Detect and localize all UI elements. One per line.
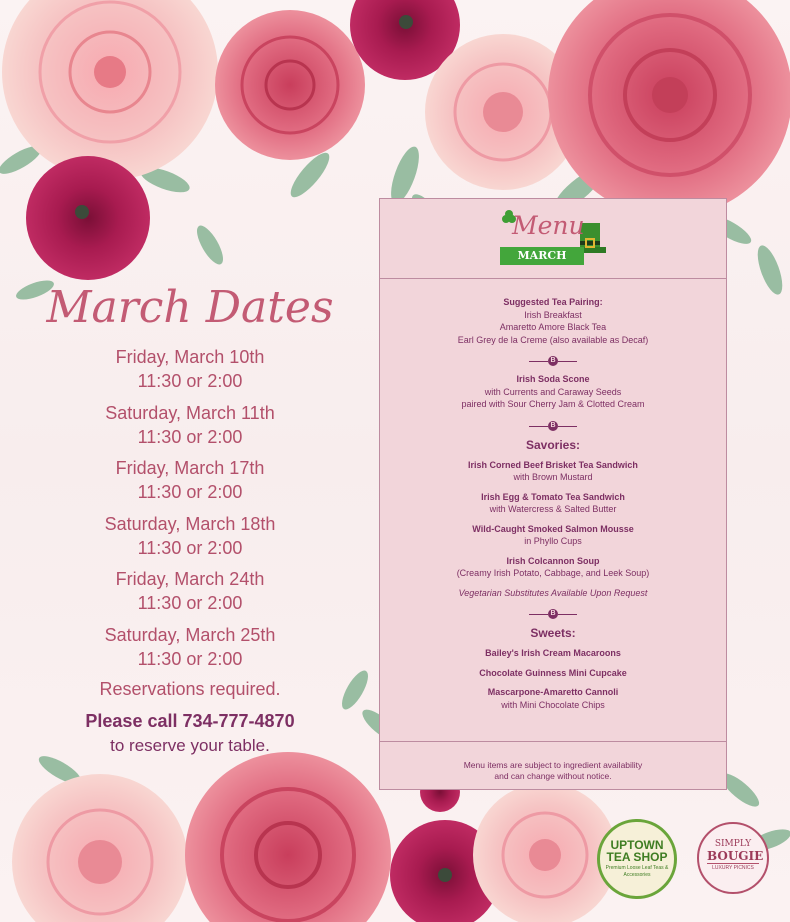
menu-divider: B xyxy=(529,356,577,366)
sweet-name: Mascarpone-Amaretto Cannoli xyxy=(487,687,619,697)
date-day: Saturday, March 18th xyxy=(104,513,276,534)
menu-divider: B xyxy=(529,421,577,431)
availability-note: Menu items are subject to ingredient availability xyxy=(463,760,643,770)
tea-item: Earl Grey de la Creme (also available as Decaf) xyxy=(457,334,649,345)
date-entry xyxy=(40,567,340,615)
date-times: 11:30 or 2:00 xyxy=(137,371,243,391)
menu-card xyxy=(379,198,727,790)
date-entry xyxy=(40,401,340,449)
menu-divider: B xyxy=(529,609,577,619)
reserve-table-line: to reserve your table. xyxy=(110,736,270,755)
date-day: Friday, March 10th xyxy=(115,347,265,367)
logo-text: SIMPLY xyxy=(714,839,752,849)
scone-desc: with Currents and Caraway Seeds xyxy=(484,386,622,397)
march-dates-title: March Dates xyxy=(46,282,334,333)
menu-footer-divider xyxy=(380,741,726,742)
menu-body xyxy=(380,296,726,711)
savory-desc: in Phyllo Cups xyxy=(524,536,582,546)
date-day: Saturday, March 11th xyxy=(105,402,275,423)
tea-item: Irish Breakfast xyxy=(524,309,582,320)
availability-note-2: and can change without notice. xyxy=(494,771,612,781)
savory-name: Irish Egg & Tomato Tea Sandwich xyxy=(481,491,625,502)
tea-pairing-heading: Suggested Tea Pairing: xyxy=(503,297,603,307)
dates-list xyxy=(40,345,340,678)
date-times: 11:30 or 2:00 xyxy=(137,482,243,502)
savory-name: Irish Corned Beef Brisket Tea Sandwich xyxy=(468,459,638,470)
logo-text: UPTOWN xyxy=(610,838,664,852)
date-entry xyxy=(40,345,340,393)
menu-footer xyxy=(380,760,726,782)
rose-bottom-left xyxy=(12,774,188,922)
rose-top-middle xyxy=(215,10,365,160)
reservations-note: Reservations required. xyxy=(99,679,281,699)
savory-name: Irish Colcannon Soup xyxy=(506,555,600,566)
menu-header-divider xyxy=(380,278,726,279)
date-entry xyxy=(40,623,340,671)
sweets-heading: Sweets: xyxy=(530,626,576,640)
scone-name: Irish Soda Scone xyxy=(516,374,590,384)
savory-desc: (Creamy Irish Potato, Cabbage, and Leek Soup) xyxy=(456,568,650,578)
vegetarian-note: Vegetarian Substitutes Available Upon Request xyxy=(458,587,648,598)
sweet-desc: with Mini Chocolate Chips xyxy=(501,699,605,710)
savories-heading: Savories: xyxy=(525,437,581,452)
scone-pairing: paired with Sour Cherry Jam & Clotted Cream xyxy=(461,399,645,409)
date-times: 11:30 or 2:00 xyxy=(137,648,243,669)
menu-script-label: Menu xyxy=(512,211,585,240)
savory-name: Wild-Caught Smoked Salmon Mousse xyxy=(472,523,634,534)
logo-text: BOUGIE xyxy=(707,849,764,863)
logo-tagline: Premium Loose Leaf Teas & Accessories xyxy=(605,865,669,878)
logo-text: TEA SHOP xyxy=(606,850,668,864)
menu-badge xyxy=(498,209,608,269)
rose-bottom-right xyxy=(473,783,617,922)
phone-call-line: Please call 734-777-4870 xyxy=(85,711,295,731)
date-entry xyxy=(40,456,340,504)
savory-desc: with Watercress & Salted Butter xyxy=(489,504,617,514)
sweet-name: Bailey's Irish Cream Macaroons xyxy=(485,648,621,658)
menu-month-label: MARCH xyxy=(500,247,584,265)
savory-desc: with Brown Mustard xyxy=(513,472,593,482)
date-times: 11:30 or 2:00 xyxy=(137,426,243,447)
date-times: 11:30 or 2:00 xyxy=(137,593,243,613)
tea-item: Amaretto Amore Black Tea xyxy=(499,322,607,332)
date-day: Friday, March 17th xyxy=(115,458,265,478)
date-day: Friday, March 24th xyxy=(115,569,265,589)
uptown-tea-shop-logo xyxy=(597,819,677,899)
date-entry xyxy=(40,512,340,560)
date-day: Saturday, March 25th xyxy=(104,624,276,645)
date-times: 11:30 or 2:00 xyxy=(137,537,243,558)
rose-bottom-center xyxy=(185,752,391,922)
logo-tagline: LUXURY PICNICS xyxy=(712,865,754,871)
sweet-name: Chocolate Guinness Mini Cupcake xyxy=(479,667,627,678)
simply-bougie-logo xyxy=(697,822,769,894)
petunia-top-left xyxy=(26,156,150,280)
